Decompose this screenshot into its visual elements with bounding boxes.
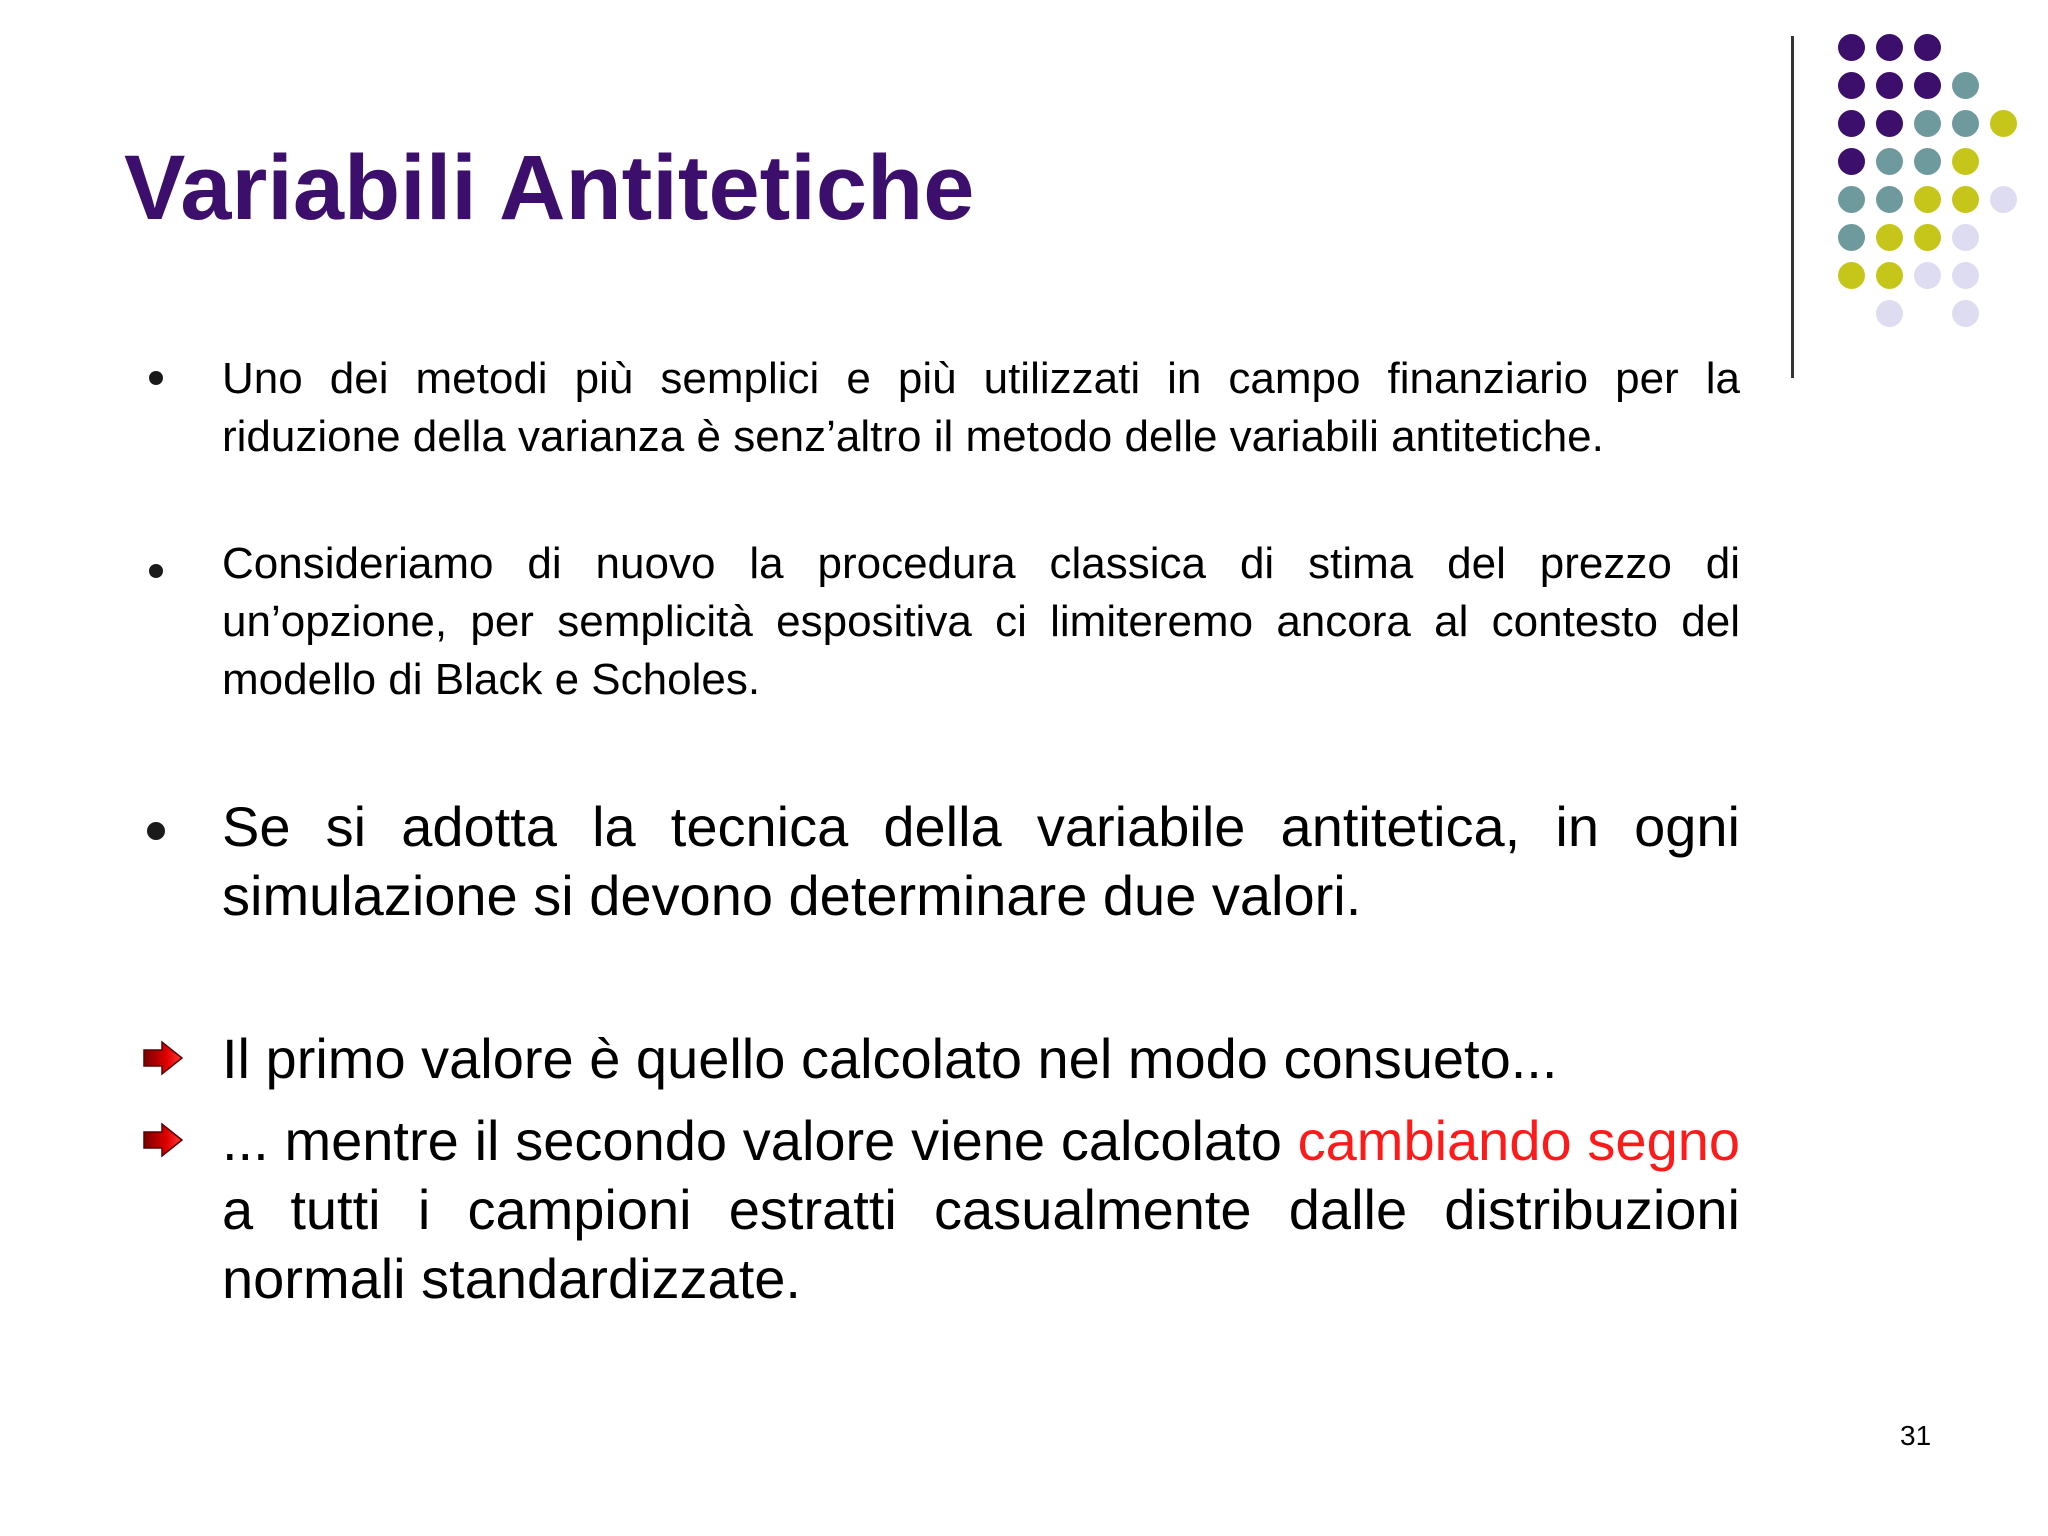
decorative-dot [1876, 186, 1903, 213]
decorative-dot [1876, 72, 1903, 99]
decorative-dot [1914, 262, 1941, 289]
bullet-text-3: Se si adotta la tecnica della variabile antitetica, in ogni simulazione si devono determinare due valori. [222, 795, 1740, 927]
decorative-dot [1838, 224, 1865, 251]
decorative-dot [1838, 148, 1865, 175]
decorative-dot [1876, 148, 1903, 175]
slide-title: Variabili Antitetiche [124, 137, 975, 239]
bullet-icon [149, 371, 163, 385]
arrow-text-2 [222, 1106, 1740, 1313]
decorative-dot [1914, 34, 1941, 61]
arrow-text-2-after: a tutti i campioni estratti casualmente dalle distribuzioni normali standardizzate. [222, 1178, 1740, 1310]
arrow-text-2-before: ... mentre il secondo valore viene calcolato [222, 1109, 1282, 1172]
bullet-text-2: Consideriamo di nuovo la procedura classica di stima del prezzo di un’opzione, per semplicità espositiva ci limiteremo ancora al contesto del modello di Black e Scholes. [222, 539, 1740, 704]
decorative-dot [1914, 148, 1941, 175]
decorative-dot [1952, 110, 1979, 137]
page-number: 31 [1900, 1420, 1932, 1451]
decorative-dot [1914, 186, 1941, 213]
decorative-dot [1952, 72, 1979, 99]
decorative-dot [1952, 300, 1979, 327]
decorative-dot [1838, 110, 1865, 137]
highlighted-text: cambiando segno [1297, 1109, 1740, 1172]
decorative-dot [1838, 186, 1865, 213]
decorative-dot [1952, 224, 1979, 251]
decorative-dot [1952, 186, 1979, 213]
red-arrow-icon [142, 1040, 184, 1076]
bullet-icon [149, 564, 163, 578]
decorative-dot [1914, 224, 1941, 251]
decorative-dot [1838, 262, 1865, 289]
red-arrow-icon [142, 1122, 184, 1158]
decorative-dot [1838, 72, 1865, 99]
arrow-text-1: Il primo valore è quello calcolato nel modo consueto... [222, 1027, 1558, 1090]
decorative-dot [1838, 34, 1865, 61]
decorative-dot [1914, 110, 1941, 137]
decorative-dot [1990, 186, 2017, 213]
decorative-dot [1876, 224, 1903, 251]
decorative-dot [1876, 262, 1903, 289]
decorative-dot [1914, 72, 1941, 99]
decorative-dot [1990, 110, 2017, 137]
decorative-dot [1876, 34, 1903, 61]
decorative-vertical-line [1791, 36, 1794, 378]
decorative-dot [1876, 300, 1903, 327]
bullet-text-1: Uno dei metodi più semplici e più utilizzati in campo finanziario per la riduzione della varianza è senz’altro il metodo delle variabili antitetiche. [222, 354, 1740, 461]
decorative-dot [1952, 148, 1979, 175]
bullet-icon [147, 822, 165, 840]
decorative-dot [1876, 110, 1903, 137]
decorative-dot [1952, 262, 1979, 289]
